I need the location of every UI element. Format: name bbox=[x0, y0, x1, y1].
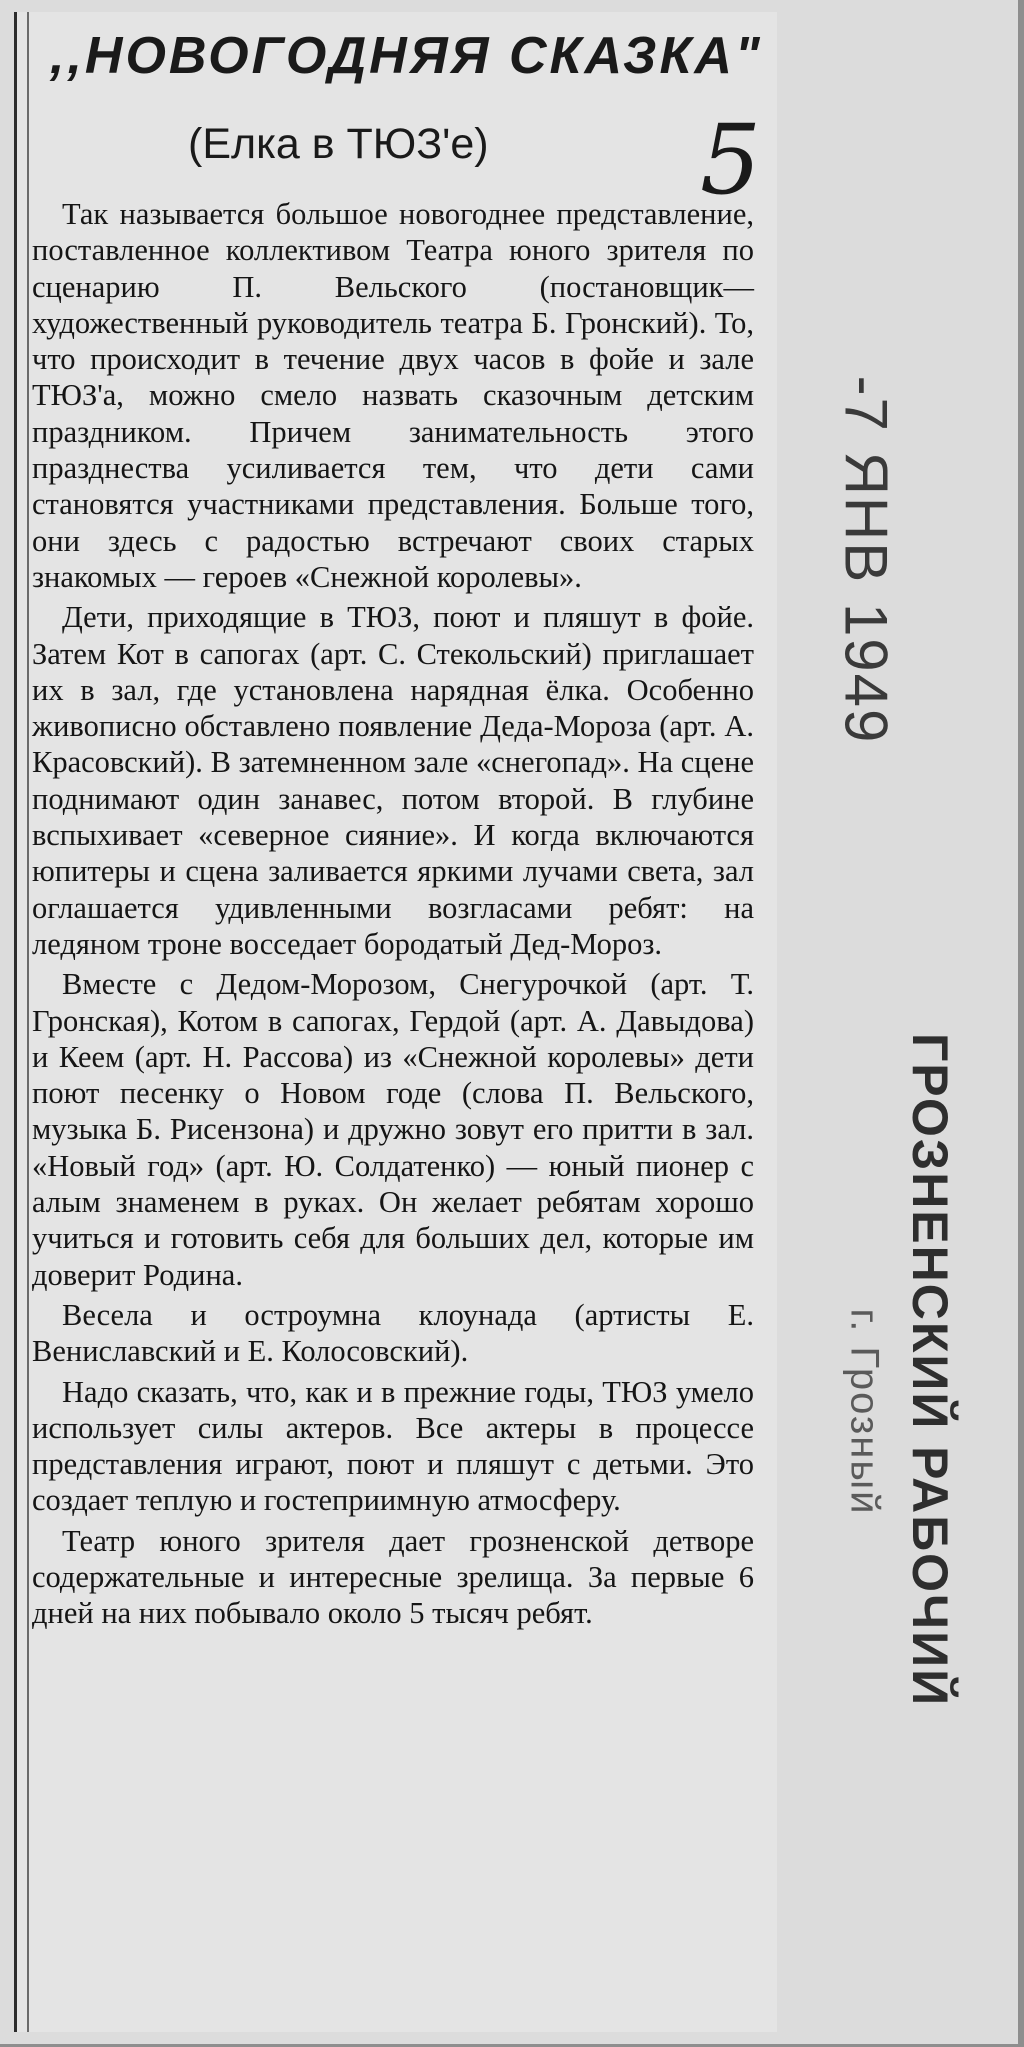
article-paragraph: Театр юного зрителя дает грозненской детворе содержательные и интересные зрелища. За первые 6 дней на них побывало около 5 тысяч ребят. bbox=[32, 1523, 754, 1631]
article-subheadline: (Елка в ТЮЗ'е) bbox=[188, 120, 489, 168]
newspaper-name-stamp: ГРОЗНЕНСКИЙ РАБОЧИЙ bbox=[902, 1032, 958, 1708]
date-stamp: -7 ЯНВ 1949 bbox=[832, 375, 900, 745]
city-stamp: г. Грозный bbox=[842, 1308, 887, 1516]
article-paragraph: Дети, приходящие в ТЮЗ, поют и пляшут в фойе. Затем Кот в сапогах (арт. С. Стекольский) приглашает их в зал, где установлена нарядная ёлка. Особенно живописно обставлено появление Деда-Мороза (арт. А. Красовский). В затемненном зале «снегопад». На сцене поднимают один занавес, потом второй. В глубине вспыхивает «северное сияние». И когда включаются юпитеры и сцена заливается яркими лучами света, зал оглашается удивленными возгласами ребят: на ледяном троне восседает бородатый Дед-Мороз. bbox=[32, 600, 754, 961]
article-paragraph: Вместе с Дедом-Морозом, Снегурочкой (арт. Т. Гронская), Котом в сапогах, Гердой (арт. А. Давыдова) и Кеем (арт. Н. Рассова) из «Снежной королевы» дети поют песенку о Новом годе (слова П. Вельского, музыка Б. Рисензона) и дружно зовут его притти в зал. «Новый год» (арт. Ю. Солдатенко) — юный пионер с алым знаменем в руках. Он желает ребятам хорошо учиться и готовить себя для больших дел, которые им доверит Родина. bbox=[32, 967, 754, 1292]
article-paragraph: Весела и остроумна клоунада (артисты Е. Вениславский и Е. Колосовский). bbox=[32, 1297, 754, 1369]
article-paragraph: Так называется большое новогоднее представление, поставленное коллективом Театра юного зрителя по сценарию П. Вельского (постановщик—художественный руководитель театра Б. Гронский). То, что происходит в течение двух часов в фойе и зале ТЮЗ'а, можно смело назвать сказочным детским праздником. Причем занимательность этого празднества усиливается тем, что дети сами становятся участниками представления. Больше того, они здесь с радостью встречают своих старых знакомых — героев «Снежной королевы». bbox=[32, 197, 754, 594]
article-headline: ,,НОВОГОДНЯЯ СКАЗКА" bbox=[50, 27, 763, 85]
article-paragraph: Надо сказать, что, как и в прежние годы, ТЮЗ умело использует силы актеров. Все актеры в процессе представления играют, поют и пляшут с детьми. Это создает теплую и гостеприимную атмосферу. bbox=[32, 1374, 754, 1518]
column-rule bbox=[27, 12, 29, 2032]
article-body bbox=[32, 196, 754, 1636]
handwritten-page-number: 5 bbox=[700, 104, 762, 216]
